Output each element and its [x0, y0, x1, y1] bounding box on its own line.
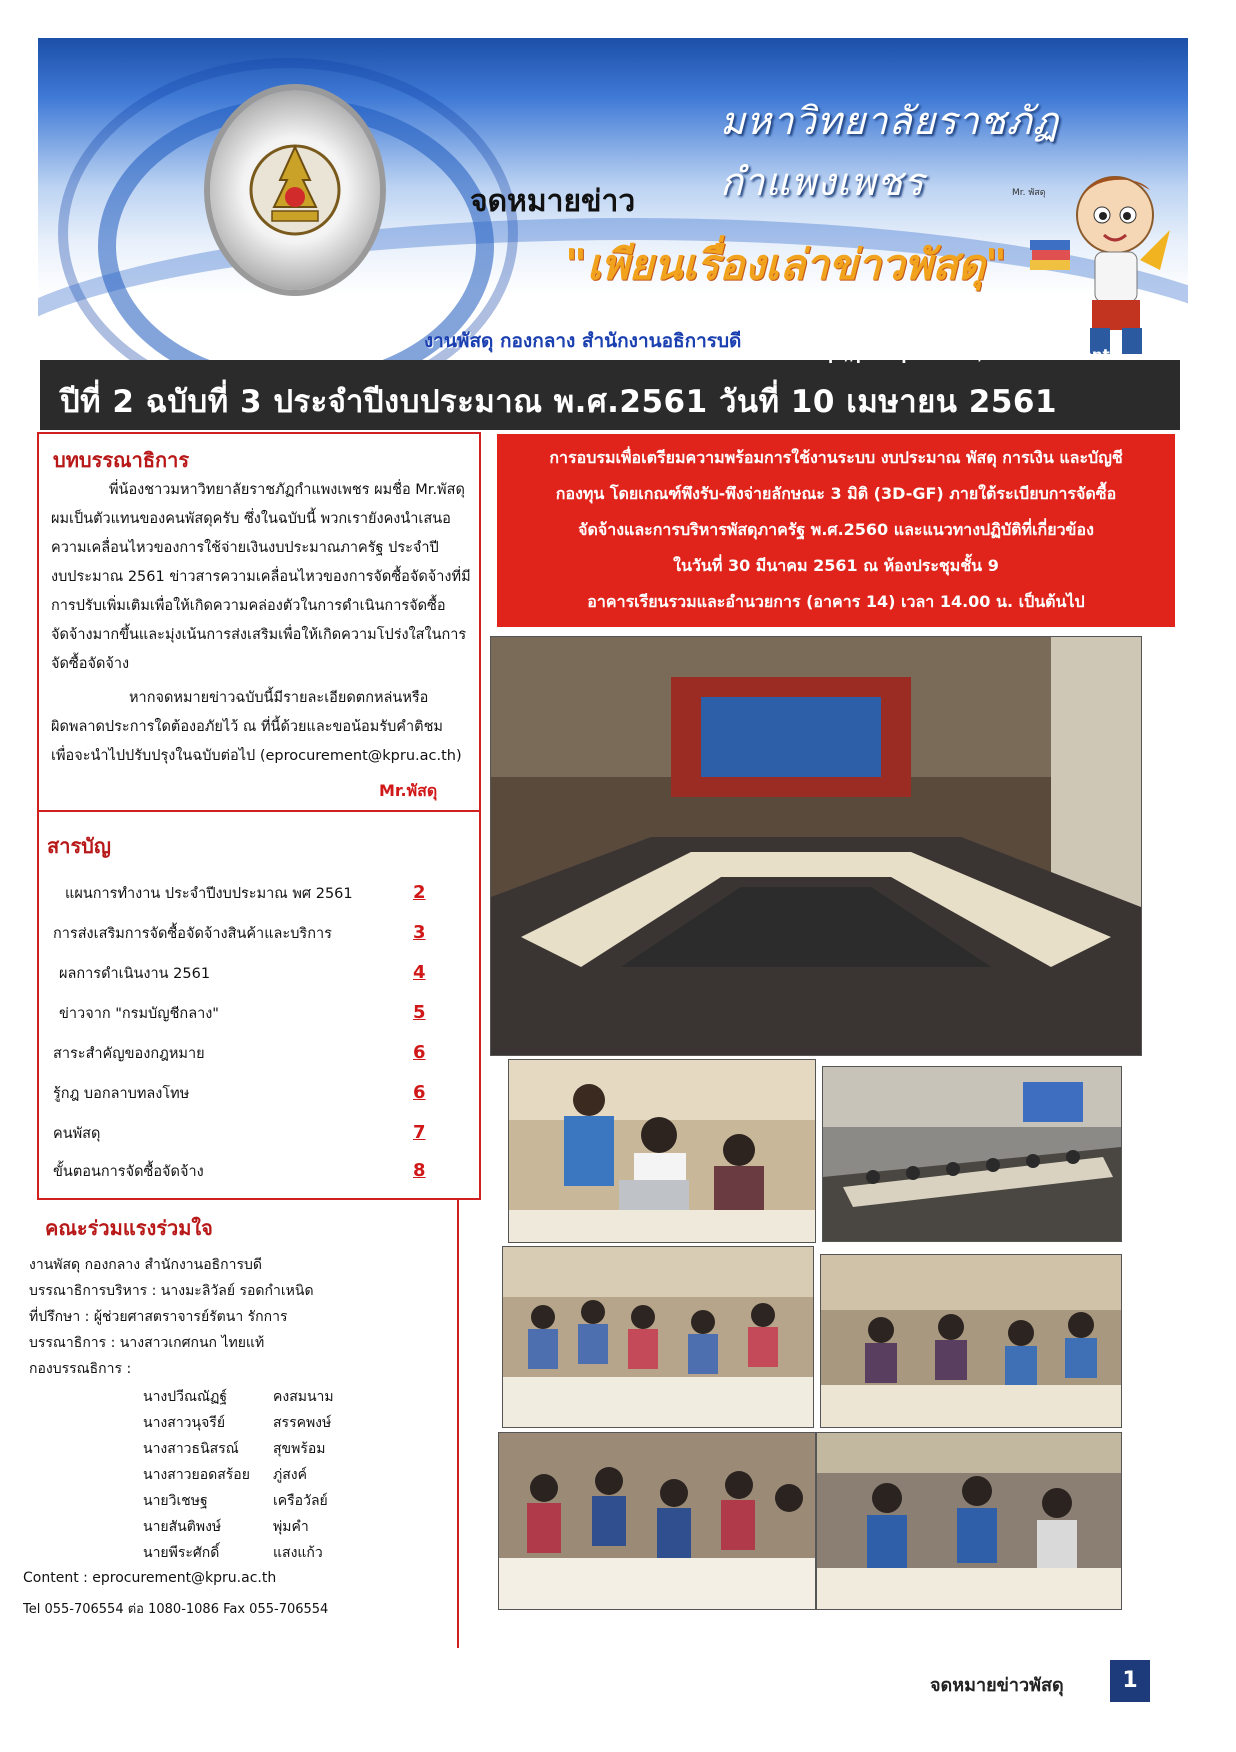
page-number: 1 [1110, 1660, 1150, 1702]
department-name: งานพัสดุ กองกลาง สำนักงานอธิการบดี [424, 330, 742, 352]
mascot-caption: Mr. พัสดุ [1012, 188, 1046, 198]
toc-list [53, 872, 473, 1192]
editorial-line: หากจดหมายข่าวฉบับนี้มีรายละเอียดตกหล่นหรือ [129, 690, 429, 706]
editorial-line: การปรับเพิ่มเติมเพื่อให้เกิดความคล่องตัวในการดำเนินการจัดซื้อ [51, 598, 446, 614]
editorial-line: พี่น้องชาวมหาวิทยาลัยราชภัฏกำแพงเพชร ผมชื่อ Mr.พัสดุ [109, 482, 465, 498]
toc-item[interactable] [53, 922, 426, 952]
toc-item-page: 6 [413, 1042, 426, 1063]
member-last-name: คงสมนาม [273, 1389, 334, 1405]
participants-image [509, 1060, 815, 1242]
team-line: งานพัสดุ กองกลาง สำนักงานอธิการบดี [29, 1257, 263, 1273]
editorial-line: ผิดพลาดประการใดต้องอภัยไว้ ณ ที่นี้ด้วยและขอน้อมรับคำติชม [51, 719, 443, 735]
editorial-heading: บทบรรณาธิการ [53, 448, 190, 472]
meeting-room-photo [490, 636, 1142, 1056]
member-last-name: ภู่สงค์ [273, 1467, 307, 1483]
announcement-line: การอบรมเพื่อเตรียมความพร้อมการใช้งานระบบ งบประมาณ พัสดุ การเงิน และบัญชี [549, 448, 1123, 467]
toc-item[interactable] [53, 1082, 426, 1112]
mascot-mr-supplies-icon [1030, 160, 1180, 360]
announcement-line: ในวันที่ 30 มีนาคม 2561 ณ ห้องประชุมชั้น 9 [673, 556, 999, 575]
toc-item-label: สาระสำคัญของกฎหมาย [53, 1046, 205, 1062]
editorial-line: ความเคลื่อนไหวของการใช้จ่ายเงินงบประมาณภาครัฐ ประจำปี [51, 540, 439, 556]
toc-item[interactable] [53, 1160, 426, 1190]
announcement-line: กองทุน โดยเกณฑ์พึงรับ-พึงจ่ายลักษณะ 3 มิติ (3D-GF) ภายใต้ระเบียบการจัดซื้อ [555, 484, 1117, 503]
meeting-overview-image [823, 1067, 1121, 1241]
toc-item-label: แผนการทำงาน ประจำปีงบประมาณ พศ 2561 [65, 886, 353, 902]
toc-item-label: ข่าวจาก "กรมบัญชีกลาง" [59, 1006, 219, 1022]
toc-item-page: 4 [413, 962, 426, 983]
toc-heading: สารบัญ [47, 834, 111, 858]
member-last-name: เครือวัลย์ [273, 1493, 328, 1509]
attendees-left-image [503, 1247, 813, 1427]
newsletter-label: จดหมายข่าว [470, 184, 636, 219]
editorial-line: จัดจ้างมากขึ้นและมุ่งเน้นการส่งเสริมเพื่อให้เกิดความโปร่งใสในการ [51, 627, 467, 643]
team-heading: คณะร่วมแรงร่วมใจ [45, 1216, 213, 1240]
toc-item-page: 5 [413, 1002, 426, 1023]
meeting-room-image [491, 637, 1141, 1055]
workshop-left-image [499, 1433, 815, 1609]
member-last-name: สุขพร้อม [273, 1441, 326, 1457]
editorial-line: เพื่อจะนำไปปรับปรุงในฉบับต่อไป (eprocurement@kpru.ac.th) [51, 748, 462, 764]
editorial-box [37, 432, 481, 812]
toc-item-label: การส่งเสริมการจัดซื้อจัดจ้างสินค้าและบริการ [53, 926, 332, 942]
university-name: มหาวิทยาลัยราชภัฏกำแพงเพชร [720, 99, 1060, 204]
toc-item[interactable] [53, 1122, 426, 1152]
contact-phone: Tel 055-706554 ต่อ 1080-1086 Fax 055-706554 [23, 1602, 329, 1617]
team-line: กองบรรณธิการ : [29, 1361, 132, 1377]
website-url[interactable]: http://pco.kpru.ac.th/e-Procurement [803, 346, 1110, 364]
editorial-line: ผมเป็นตัวแทนของคนพัสดุครับ ซึ่งในฉบับนี้ พวกเรายังคงนำเสนอ [51, 511, 451, 527]
toc-item-label: คนพัสดุ [53, 1126, 101, 1142]
footer-label: จดหมายข่าวพัสดุ [930, 1675, 1064, 1696]
university-seal-logo [210, 90, 380, 290]
contact-email[interactable]: Content : eprocurement@kpru.ac.th [23, 1570, 277, 1586]
training-announcement [497, 434, 1175, 627]
member-first-name: นางสาวยอดสร้อย [143, 1467, 250, 1483]
member-last-name: แสงแก้ว [273, 1545, 323, 1561]
meeting-overview-photo [822, 1066, 1122, 1242]
team-line: บรรณาธิการบริหาร : นางมะลิวัลย์ รอดกำเหนิด [29, 1283, 314, 1299]
member-first-name: นางปวีณณัฏฐ์ [143, 1389, 228, 1405]
editorial-line: งบประมาณ 2561 ข่าวสารความเคลื่อนไหวของการจัดซื้อจัดจ้างที่มี [51, 569, 471, 585]
seal-emblem-icon [248, 135, 342, 245]
editorial-signature: Mr.พัสดุ [379, 781, 438, 800]
workshop-right-photo [816, 1432, 1122, 1610]
team-line: บรรณาธิการ : นางสาวเกศกนก ไทยแท้ [29, 1335, 265, 1351]
workshop-right-image [817, 1433, 1121, 1609]
toc-item-page: 6 [413, 1082, 426, 1103]
attendees-left-photo [502, 1246, 814, 1428]
member-first-name: นางสาวธนิสรณ์ [143, 1441, 239, 1457]
member-first-name: นางสาวนุจรีย์ [143, 1415, 226, 1431]
member-last-name: สรรคพงษ์ [273, 1415, 332, 1431]
toc-item[interactable] [53, 1042, 426, 1072]
announcement-line: จัดจ้างและการบริหารพัสดุภาครัฐ พ.ศ.2560 และแนวทางปฏิบัติที่เกี่ยวข้อง [578, 520, 1094, 539]
toc-item[interactable] [53, 962, 426, 992]
toc-item[interactable] [53, 1002, 426, 1032]
toc-item[interactable] [53, 882, 426, 912]
attendees-right-photo [820, 1254, 1122, 1428]
toc-item-label: ผลการดำเนินงาน 2561 [59, 966, 211, 982]
toc-item-label: ขั้นตอนการจัดซื้อจัดจ้าง [53, 1164, 204, 1180]
participants-photo [508, 1059, 816, 1243]
team-line: ที่ปรึกษา : ผู้ช่วยศาสตราจารย์รัตนา รักการ [29, 1309, 288, 1325]
toc-item-page: 2 [413, 882, 426, 903]
attendees-right-image [821, 1255, 1121, 1427]
team-box [23, 1198, 459, 1648]
member-first-name: นายพีระศักดิ์ [143, 1545, 220, 1561]
announcement-line: อาคารเรียนรวมและอำนวยการ (อาคาร 14) เวลา 14.00 น. เป็นต้นไป [587, 592, 1085, 611]
toc-item-page: 3 [413, 922, 426, 943]
editorial-line: จัดซื้อจัดจ้าง [51, 656, 130, 672]
toc-item-page: 7 [413, 1122, 426, 1143]
member-last-name: พุ่มคำ [273, 1519, 309, 1535]
toc-box [37, 810, 481, 1200]
workshop-left-photo [498, 1432, 816, 1610]
member-first-name: นายวิเชษฐ [143, 1493, 208, 1509]
member-first-name: นายสันติพงษ์ [143, 1519, 222, 1535]
newsletter-title: "เพียนเรื่องเล่าข่าวพัสดุ" [565, 240, 1007, 289]
issue-info: ปีที่ 2 ฉบับที่ 3 ประจำปีงบประมาณ พ.ศ.2561 วันที่ 10 เมษายน 2561 [60, 384, 1058, 420]
toc-item-label: รู้กฎ บอกลาบทลงโทษ [53, 1086, 190, 1102]
toc-item-page: 8 [413, 1160, 426, 1181]
